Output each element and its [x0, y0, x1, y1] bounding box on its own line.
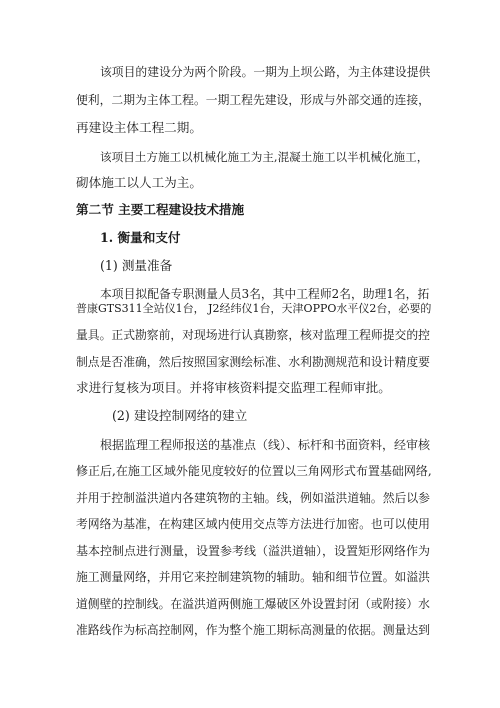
paragraph-line: 制点是否准确，然后按照国家测绘标准、水利勘测规范和设计精度要	[76, 355, 430, 369]
item-title: (1) 测量准备	[100, 258, 173, 273]
paragraph-line: 根据监理工程师报送的基准点（线）、标杆和书面资料，经审核	[100, 438, 431, 452]
paragraph-line: 该项目土方施工以机械化施工为主,混凝土施工以半机械化施工，	[100, 150, 429, 164]
paragraph-line: 施工测量网络，并用它来控制建筑物的辅助。轴和细节位置。如溢洪	[76, 570, 430, 584]
subsection-title: 1. 衡量和支付	[100, 230, 181, 245]
paragraph-line: 量具。正式勘察前，对现场进行认真勘察，核对监理工程师提交的控	[76, 328, 430, 342]
paragraph-line: 该项目的建设分为两个阶段。一期为上坝公路，为主体建设提供	[100, 65, 431, 79]
paragraph-line: 考网络为基准，在构建区域内使用交点等方法进行加密。也可以使用	[76, 517, 430, 531]
paragraph-line: 道侧壁的控制线。在溢洪道两侧施工爆破区外设置封闭（或附接）水	[76, 597, 430, 611]
paragraph-line: 并用于控制溢洪道内各建筑物的主轴。线，例如溢洪道轴。然后以参	[76, 491, 430, 505]
section-title: 第二节 主要工程建设技术措施	[76, 202, 245, 217]
paragraph-line: 再建设主体工程二期。	[76, 120, 202, 135]
paragraph-line: 砌体施工以人工为主。	[76, 175, 202, 190]
paragraph-line: 准路线作为标高控制网，作为整个施工期标高测量的依据。测量达到	[76, 623, 430, 637]
paragraph-line: 普康GTS311全站仪1台， J2经纬仪1台，天津OPPO水平仪2台，必要的	[76, 302, 432, 315]
paragraph-line: 便利，二期为主体工程。一期工程先建设，形成与外部交通的连接，	[76, 93, 430, 107]
paragraph-line: 求进行复核为项目。并将审核资料提交监理工程师审批。	[76, 380, 391, 395]
paragraph-line: 本项目拟配备专职测量人员3名，其中工程师2名，助理1名，拓	[100, 287, 430, 301]
paragraph-line: 修正后,在施工区域外能见度较好的位置以三角网形式布置基础网络,	[76, 464, 432, 478]
paragraph-line: 基本控制点进行测量，设置参考线（溢洪道轴），设置矩形网络作为	[76, 544, 431, 558]
item-title: (2) 建设控制网络的建立	[112, 408, 248, 423]
